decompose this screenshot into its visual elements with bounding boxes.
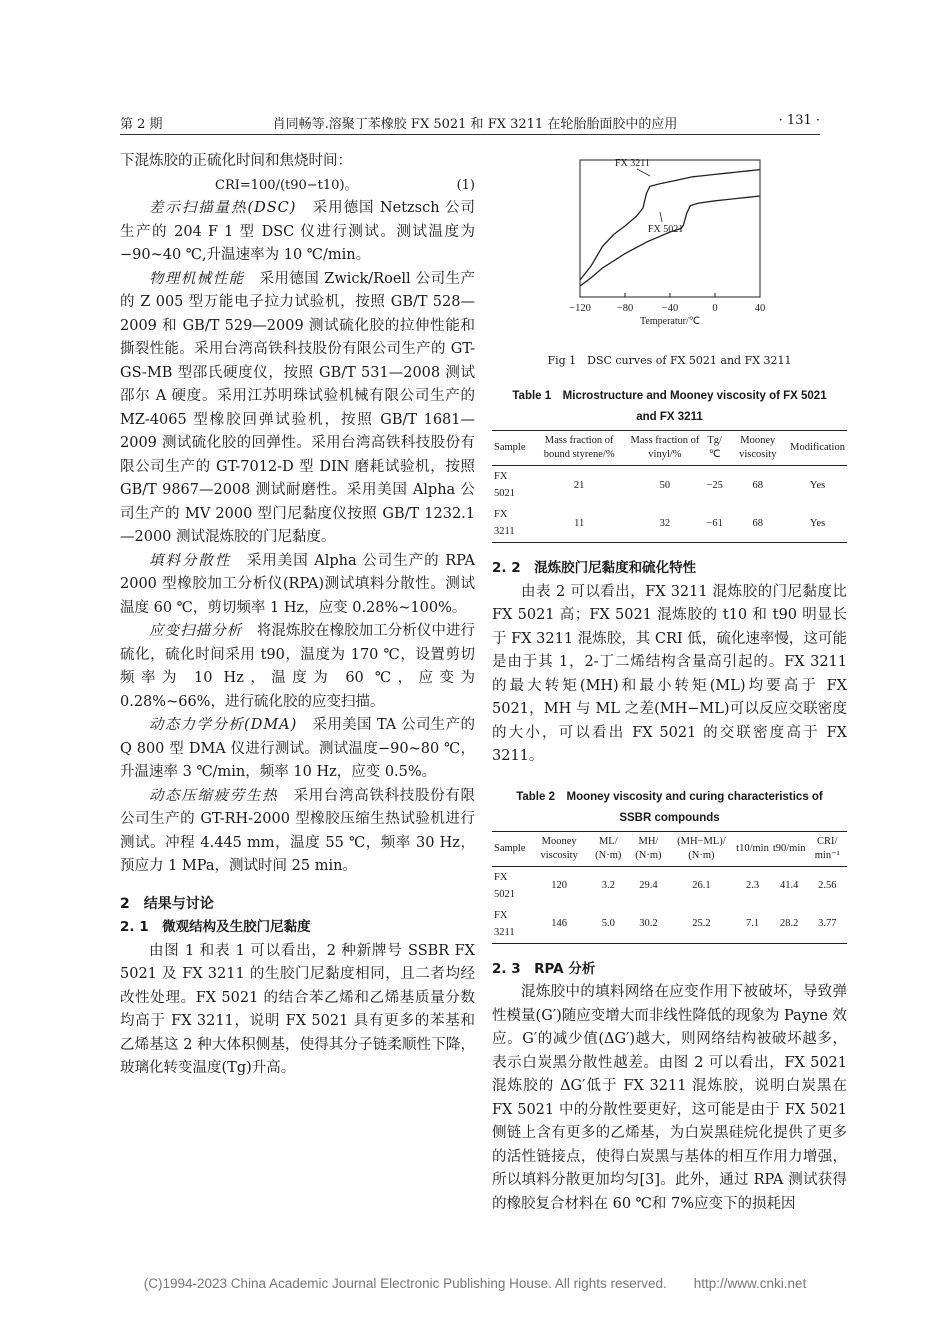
section-2-2-text: 由表 2 可以看出，FX 3211 混炼胶的门尼黏度比 FX 5021 高；FX 5021 混炼胶的 t10 和 t90 明显长于 FX 3211 混炼胶，其 CRI 低，硫化速率慢，这可能是由于其 1，2-丁二烯结构含量高引起的。FX 3211 的最大转矩(MH)和最小转矩(ML)均要高于 FX 5021，MH 与 ML 之差(MH−ML)可以反应交联密度的大小，可以看出 FX 5021 的交联密度高于 FX 3211。	[492, 583, 847, 764]
table-2-cell: 3.2	[601, 880, 615, 891]
table-1-cell: 11	[530, 504, 628, 543]
table-2-caption: Table 2 Mooney viscosity and curing characteristics of SSBR compounds	[516, 790, 823, 824]
dsc-text: 采用德国 Netzsch 公司生产的 204 F 1 型 DSC 仪进行测试。测试温度为−90~40 ℃,升温速率为 10 ℃/min。	[120, 200, 475, 263]
copyright-footer: (C)1994-2023 China Academic Journal Electronic Publishing House. All rights reserved. http://www.cnki.net	[143, 1276, 807, 1291]
dma-keyword: 动态力学分析(DMA)	[149, 717, 298, 733]
table-2-cell: 41.4	[779, 880, 799, 891]
right-column	[492, 152, 847, 1216]
equation-1	[120, 174, 475, 198]
table-2-header-cell: Sample	[492, 831, 530, 866]
table-2-cell: 30.2	[628, 905, 668, 944]
table-1-cell: 68	[752, 479, 764, 491]
table-2-cell: 29.4	[639, 880, 658, 891]
table-1-header-cell: Tg/℃	[702, 431, 728, 466]
dma-text: 采用美国 TA 公司生产的 Q 800 型 DMA 仪进行测试。测试温度−90~80 ℃，升温速率 3 ℃/min，频率 10 Hz，应变 0.5%。	[120, 717, 475, 780]
table-2-cell: 25.2	[669, 905, 735, 944]
issue-number: 第 2 期	[120, 117, 163, 132]
table-1-header-cell: Modification	[788, 431, 847, 466]
table-1-cell: FX 5021	[494, 471, 515, 499]
annotation-leader	[660, 212, 662, 222]
fatigue-text: 采用台湾高铁科技股份有限公司生产的 GT-RH-2000 型橡胶压缩生热试验机进行测试。冲程 4.445 mm，温度 55 ℃，频率 30 Hz，预应力 1 MPa，测试时间 25 min。	[120, 787, 476, 874]
strain-paragraph	[120, 620, 475, 714]
table-2-header-cell: CRI/ min⁻¹	[808, 831, 847, 866]
fatigue-paragraph	[120, 785, 475, 879]
dma-paragraph	[120, 714, 475, 785]
dsc-chart	[492, 152, 847, 330]
fatigue-keyword: 动态压缩疲劳生热	[149, 787, 279, 804]
table-1-header-cell: Mass fraction of vinyl/%	[628, 431, 702, 466]
table-2-cell: 3.77	[808, 905, 847, 944]
table-2-header-cell: t90/min	[771, 831, 808, 866]
section-2-3-text: 混炼胶中的填料网络在应变作用下被破坏，导致弹性模量(G′)随应变增大而非线性降低的现象为 Payne 效应。G′的减少值(ΔG′)越大，则网络结构被破坏越多，表示白炭黑分散性越差。由图 2 可以看出，FX 5021 混炼胶的 ΔG′低于 FX 3211 混炼胶，说明白炭黑在 FX 5021 中的分散性要更好，这可能是由于 FX 5021 侧链上含有更多的乙烯基，为白炭黑硅烷化提供了更多的活性链接点，使得白炭黑与基体的相互作用力增强，所以填料分散更加均匀[3]。此外，通过 RPA 测试获得的橡胶复合材料在 60 ℃和 7%应变下的损耗因	[492, 984, 847, 1212]
table-1-cell: FX 3211	[492, 504, 530, 543]
table-2-cell: 26.1	[692, 880, 711, 891]
running-title: 肖同畅等.溶聚丁苯橡胶 FX 5021 和 FX 3211 在轮胎胎面胶中的应用	[272, 117, 678, 132]
section-2-1-text: 由图 1 和表 1 可以看出，2 种新牌号 SSBR FX 5021 及 FX 3211 的生胶门尼黏度相同，且二者均经改性处理。FX 5021 的结合苯乙烯和乙烯基质量分数均高于 FX 3211，说明 FX 5021 具有更多的苯基和乙烯基这 2 种大体积侧基，使得其分子链柔顺性下降，玻璃化转变温度(Tg)升高。	[120, 942, 475, 1076]
mech-paragraph	[120, 268, 475, 550]
dsc-paragraph	[120, 197, 475, 268]
table-1-cell: 68	[727, 504, 788, 543]
x-tick-label: 0	[712, 303, 718, 314]
table-1-header-cell: Mass fraction of bound styrene/%	[530, 431, 628, 466]
table-2-cell: 28.2	[771, 905, 808, 944]
table-1-cell: −61	[702, 504, 728, 543]
mech-keyword: 物理机械性能	[149, 270, 245, 287]
table-2-header-row	[492, 831, 847, 866]
table-1-cell: 21	[573, 479, 585, 491]
dsc-figure	[492, 152, 847, 352]
filler-text: 采用美国 Alpha 公司生产的 RPA 2000 型橡胶加工分析仪(RPA)测试填料分散性。测试温度 60 ℃，剪切频率 1 Hz，应变 0.28%~100%。	[120, 552, 476, 616]
table-2-cell: FX 5021	[494, 871, 515, 900]
section-2-2-heading: 2. 2 混炼胶门尼黏度和硫化特性	[492, 560, 697, 576]
mech-text: 采用德国 Zwick/Roell 公司生产的 Z 005 型万能电子拉力试验机，按照 GB/T 528—2009 和 GB/T 529—2009 测试硫化胶的拉伸性能和撕裂性能。采用台湾高铁科技股份有限公司生产的 GT-GS-MB 型邵氏硬度仪，按照 GB/T 531—2008 测试邵尔 A 硬度。采用江苏明珠试验机械有限公司生产的 MZ-4065 型橡胶回弹试验机，按照 GB/T 1681—2009 测试硫化胶的回弹性。采用台湾高铁科技股份有限公司生产的 GT-7012-D 型 DIN 磨耗试验机，按照 GB/T 9867—2008 测试耐磨性。采用美国 Alpha 公司生产的 MV 2000 型门尼黏度仪按照 GB/T 1232.1—2000 测试混炼胶的门尼黏度。	[120, 270, 476, 545]
x-axis-label: Temperatur/℃	[640, 316, 700, 327]
annotation-fx3211: FX 3211	[615, 158, 650, 169]
filler-paragraph	[120, 550, 475, 621]
x-tick-label: −120	[569, 303, 591, 314]
table-2-header-cell: MH/ (N·m)	[628, 831, 668, 866]
x-tick-label: 40	[754, 303, 766, 314]
header-rule	[120, 134, 820, 135]
equation-formula: CRI=100/(t90−t10)。	[215, 177, 358, 193]
table-2-cell: 120	[551, 880, 568, 891]
table-1-row	[492, 466, 847, 505]
intro-text: 下混炼胶的正硫化时间和焦烧时间：	[120, 153, 352, 169]
table-1	[492, 430, 847, 543]
section-2-heading: 2 结果与讨论	[120, 895, 214, 912]
table-2-header-cell: Mooney viscosity	[530, 831, 588, 866]
table-2	[492, 831, 847, 944]
table-2-cell: 2.56	[818, 880, 837, 891]
equation-number: (1)	[456, 177, 475, 193]
section-2-3-heading: 2. 3 RPA 分析	[492, 960, 596, 977]
table-1-header-row	[492, 431, 847, 466]
table-1-cell: 50	[659, 479, 671, 491]
table-2-row	[492, 905, 847, 944]
table-1-cell: 32	[628, 504, 702, 543]
table-2-row	[492, 866, 847, 905]
table-1-cell: Yes	[809, 479, 826, 491]
figure-1-caption: Fig 1 DSC curves of FX 5021 and FX 3211	[547, 354, 792, 367]
table-2-header-cell: ML/ (N·m)	[588, 831, 628, 866]
table-1-cell: −25	[706, 479, 723, 491]
table-1-header-cell: Mooney viscosity	[727, 431, 788, 466]
table-1-caption: Table 1 Microstructure and Mooney viscosity of FX 5021 and FX 3211	[512, 390, 827, 423]
table-1-row	[492, 504, 847, 543]
filler-keyword: 填料分散性	[149, 552, 232, 569]
table-2-header-cell: (MH−ML)/ (N·m)	[669, 831, 735, 866]
page-number: · 131 ·	[778, 113, 820, 128]
left-column	[120, 150, 475, 1081]
table-1-header-cell: Sample	[492, 431, 530, 466]
table-2-cell: 146	[530, 905, 588, 944]
x-tick-label: −80	[616, 303, 634, 314]
table-2-header-cell: t10/min	[734, 831, 771, 866]
table-2-cell: 7.1	[734, 905, 771, 944]
annotation-fx5021: FX 5021	[648, 224, 684, 235]
section-2-1-heading: 2. 1 微观结构及生胶门尼黏度	[120, 919, 311, 935]
table-1-cell: Yes	[788, 504, 847, 543]
dsc-keyword: 差示扫描量热(DSC)	[149, 200, 297, 216]
annotation-leader	[637, 169, 650, 176]
x-tick-label: −40	[661, 303, 679, 314]
table-2-cell: 2.3	[745, 880, 760, 891]
strain-keyword: 应变扫描分析	[149, 623, 243, 639]
strain-text: 将混炼胶在橡胶加工分析仪中进行硫化，硫化时间采用 t90，温度为 170 ℃，设置剪切频率为 10 Hz，温度为 60 ℃，应变为 0.28%~66%，进行硫化胶的应变扫描。	[120, 623, 476, 710]
table-2-cell: 5.0	[588, 905, 628, 944]
table-2-cell: FX 3211	[492, 905, 530, 944]
